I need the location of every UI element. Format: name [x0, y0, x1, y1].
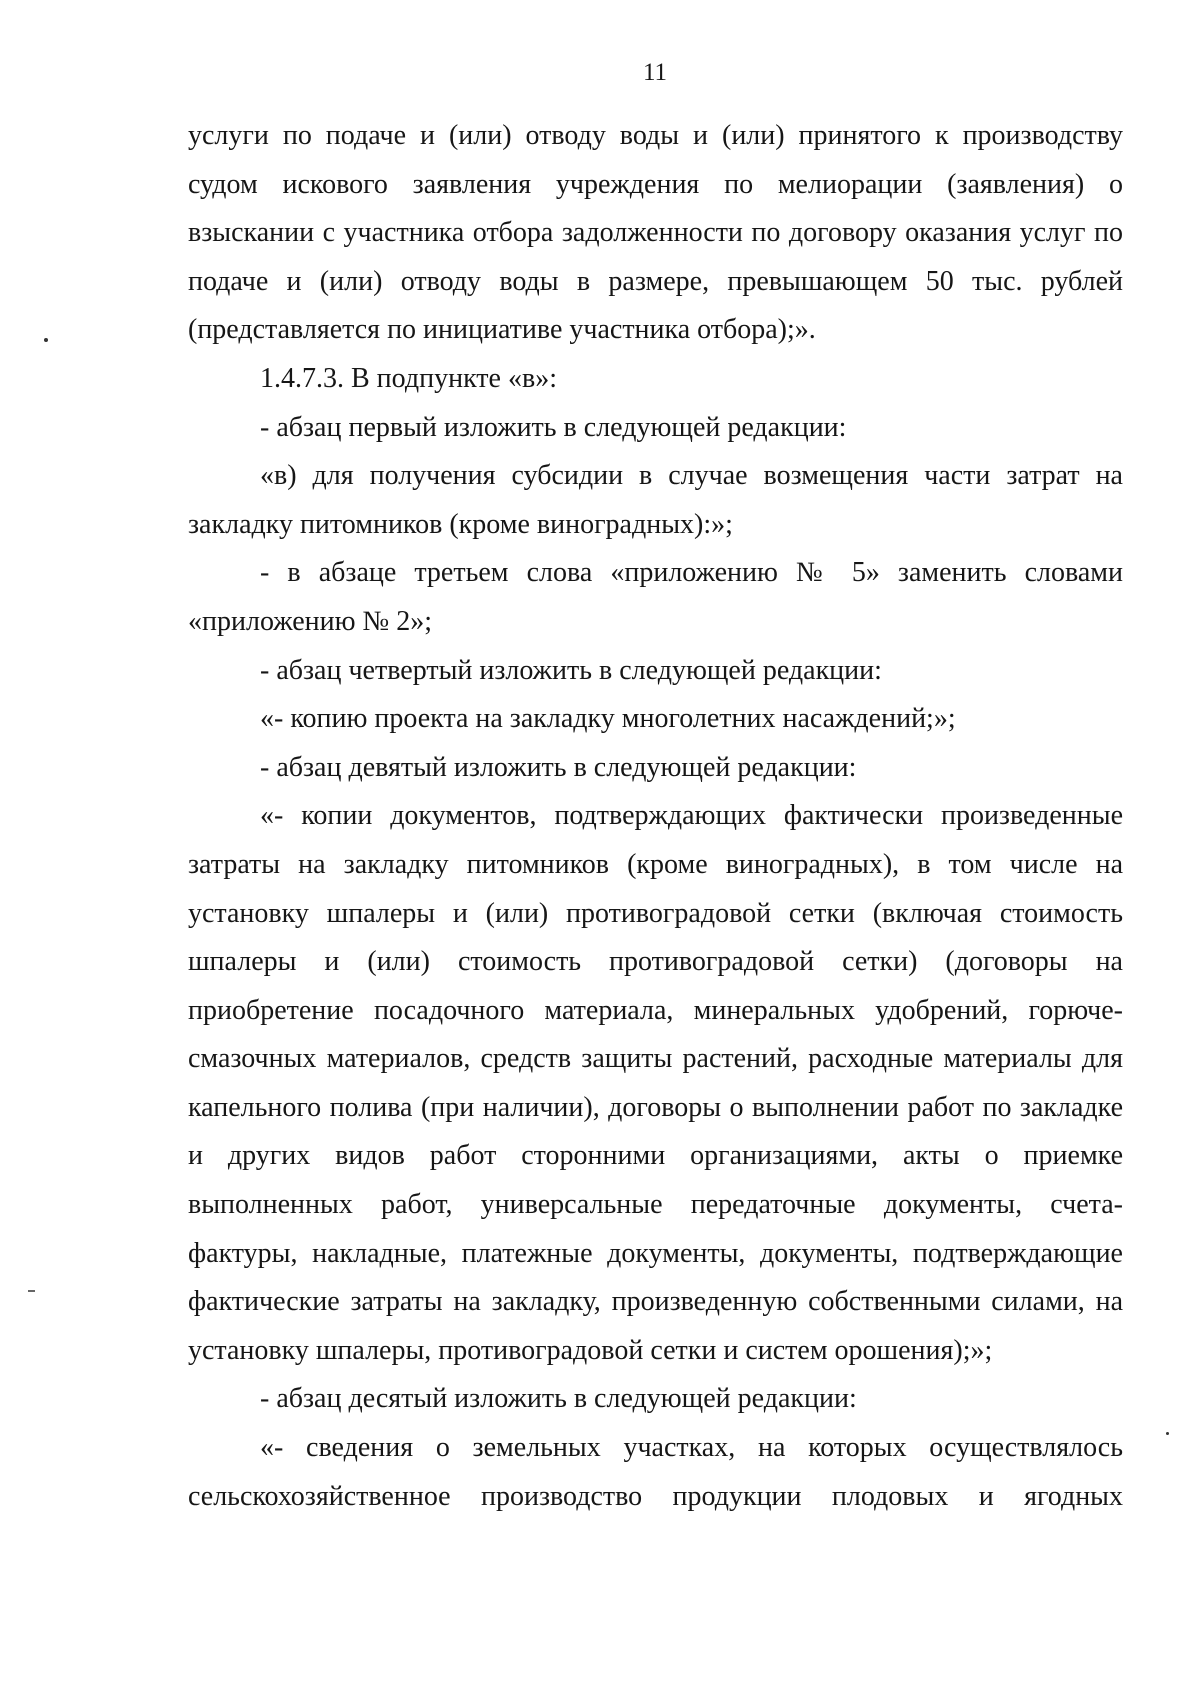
text-line: взыскании с участника отбора задолженности по договору оказания услуг по: [188, 217, 1123, 249]
text-line: - абзац десятый изложить в следующей редакции:: [260, 1383, 857, 1415]
text-line: приобретение посадочного материала, минеральных удобрений, горюче-: [188, 994, 1123, 1026]
subpoint-heading: 1.4.7.3. В подпункте «в»:: [260, 362, 557, 394]
text-line: - в абзаце третьем слова «приложению № 5» заменить словами: [260, 557, 1123, 589]
text-line: «- копии документов, подтверждающих фактически произведенные: [260, 800, 1123, 832]
page-number: 11: [642, 59, 668, 86]
scan-speck: [28, 1290, 35, 1292]
text-line: «- сведения о земельных участках, на которых осуществлялось: [260, 1432, 1123, 1464]
text-line: - абзац первый изложить в следующей редакции:: [260, 411, 847, 443]
text-line: выполненных работ, универсальные передаточные документы, счета-: [188, 1189, 1123, 1221]
text-line: смазочных материалов, средств защиты растений, расходные материалы для: [188, 1043, 1123, 1075]
text-line: установку шпалеры и (или) противоградовой сетки (включая стоимость: [188, 897, 1123, 929]
scan-speck: [1166, 1432, 1169, 1435]
text-line: закладку питомников (кроме виноградных):»;: [188, 508, 733, 540]
document-body: [188, 112, 1123, 1521]
text-line: «- копию проекта на закладку многолетних насаждений;»;: [260, 703, 956, 735]
text-line: судом искового заявления учреждения по мелиорации (заявления) о: [188, 168, 1123, 200]
scan-speck: [44, 338, 48, 342]
text-line: услуги по подаче и (или) отводу воды и (или) принятого к производству: [188, 120, 1123, 151]
text-line: «в) для получения субсидии в случае возмещения части затрат на: [260, 460, 1123, 492]
text-line: подаче и (или) отводу воды в размере, превышающем 50 тыс. рублей: [188, 265, 1123, 297]
text-line: затраты на закладку питомников (кроме виноградных), в том числе на: [188, 848, 1123, 880]
text-line: шпалеры и (или) стоимость противоградовой сетки) (договоры на: [188, 946, 1123, 978]
text-line: сельскохозяйственное производство продукции плодовых и ягодных: [188, 1480, 1123, 1512]
text-line: - абзац девятый изложить в следующей редакции:: [260, 751, 857, 783]
text-line: и других видов работ сторонними организациями, акты о приемке: [188, 1140, 1123, 1172]
text-line: фактические затраты на закладку, произведенную собственными силами, на: [188, 1286, 1123, 1318]
text-line: «приложению № 2»;: [188, 605, 433, 637]
text-line: (представляется по инициативе участника отбора);».: [188, 314, 816, 346]
text-line: установку шпалеры, противоградовой сетки и систем орошения);»;: [188, 1334, 993, 1366]
text-line: фактуры, накладные, платежные документы, документы, подтверждающие: [188, 1237, 1123, 1269]
text-line: - абзац четвертый изложить в следующей редакции:: [260, 654, 882, 686]
text-line: капельного полива (при наличии), договоры о выполнении работ по закладке: [188, 1091, 1123, 1123]
